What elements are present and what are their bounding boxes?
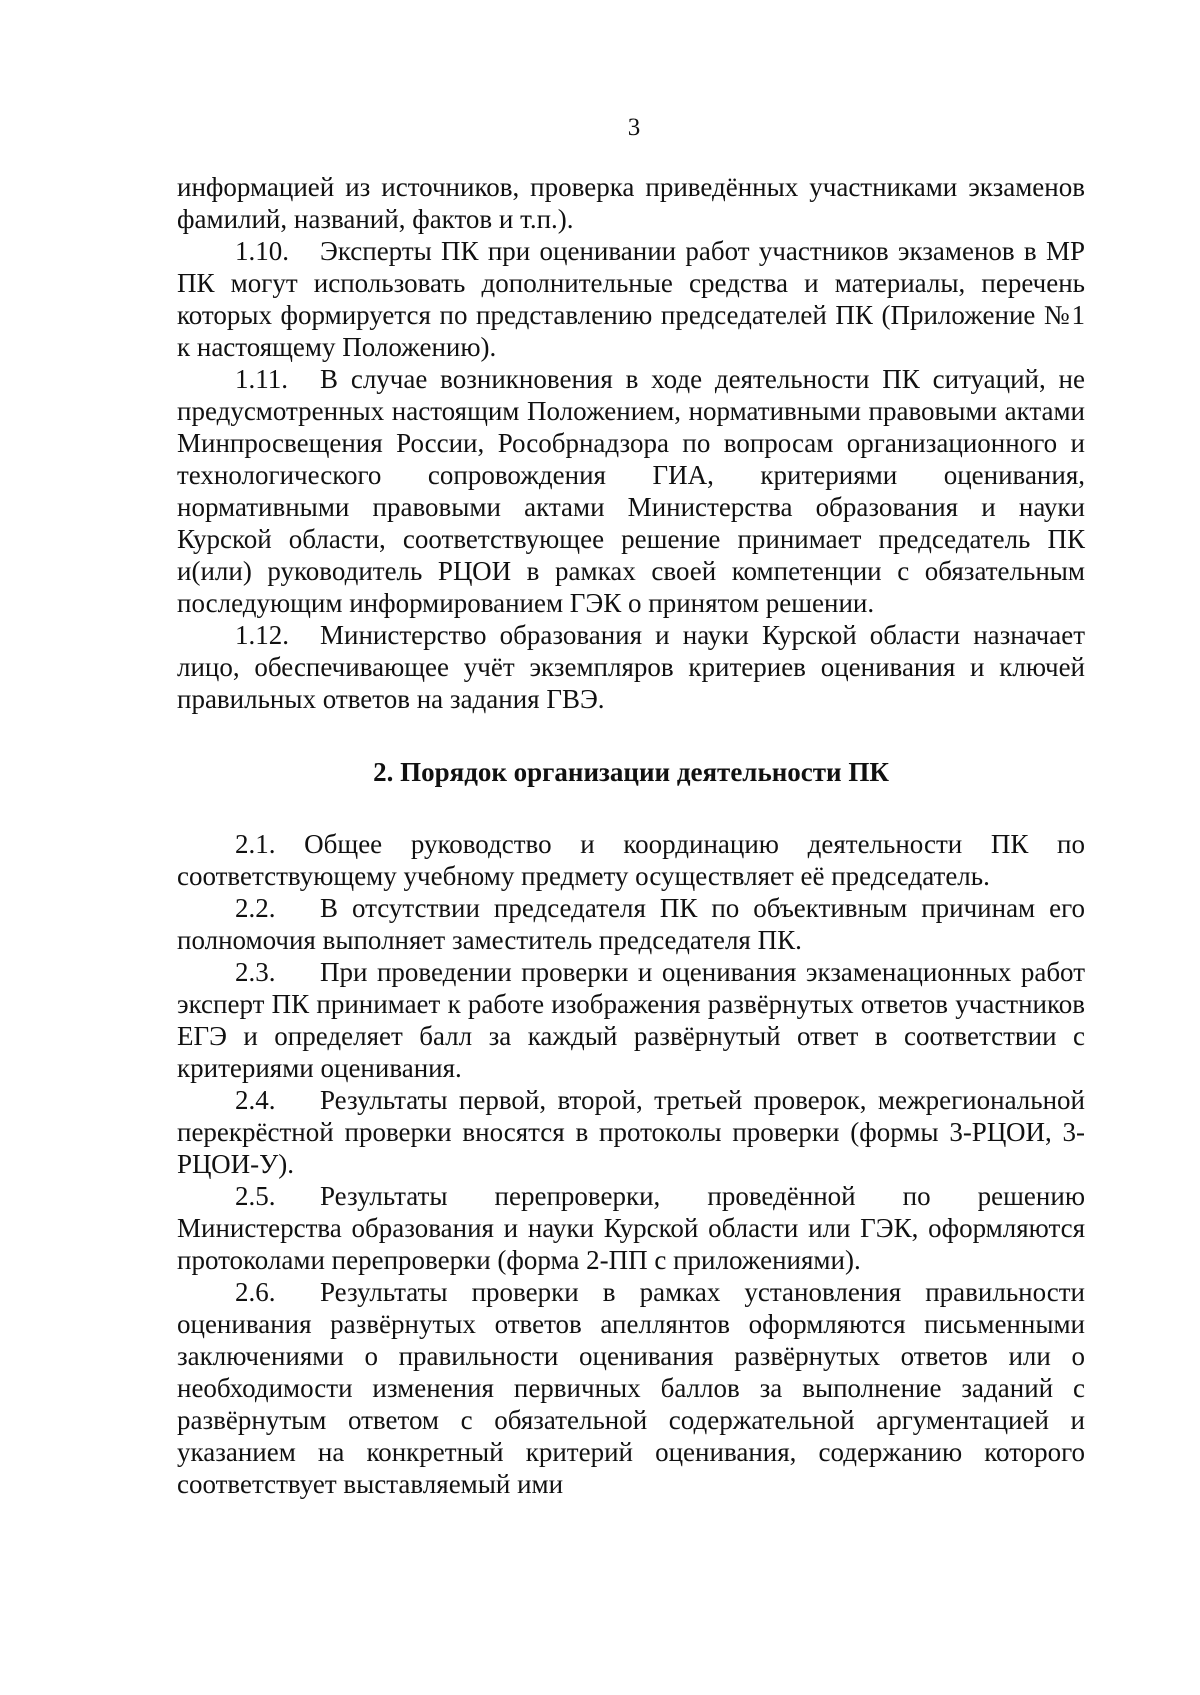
paragraph-number: 2.2. <box>235 893 276 923</box>
paragraph-number: 1.11. <box>235 364 288 394</box>
paragraph-text: информацией из источников, проверка приведённых участниками экзаменов фамилий, названий, фактов и т.п.). <box>177 172 1085 234</box>
paragraph-2-5 <box>177 1180 1085 1276</box>
paragraph-2-1 <box>177 828 1085 892</box>
paragraph-text: Министерство образования и науки Курской области назначает лицо, обеспечивающее учёт экземпляров критериев оценивания и ключей правильных ответов на задания ГВЭ. <box>177 620 1085 714</box>
paragraph-1-11 <box>177 363 1085 619</box>
paragraph-number: 2.4. <box>235 1085 276 1115</box>
paragraph-2-6 <box>177 1276 1085 1500</box>
section-heading: 2. Порядок организации деятельности ПК <box>373 757 889 787</box>
paragraph-text: При проведении проверки и оценивания экзаменационных работ эксперт ПК принимает к работе изображения развёрнутых ответов участников ЕГЭ и определяет балл за каждый развёрнутый ответ в соответствии с критериями оценивания. <box>177 957 1085 1083</box>
paragraph-number: 2.6. <box>235 1277 276 1307</box>
paragraph-number: 2.5. <box>235 1181 276 1211</box>
paragraph-1-12 <box>177 619 1085 715</box>
paragraph-number: 2.1. <box>235 829 276 859</box>
document-body <box>177 171 1085 1500</box>
paragraph-text: Эксперты ПК при оценивании работ участников экзаменов в МР ПК могут использовать дополнительные средства и материалы, перечень которых формируется по представлению председателей ПК (Приложение №1 к настоящему Положению). <box>177 236 1085 362</box>
paragraph-number: 2.3. <box>235 957 276 987</box>
paragraph-2-3 <box>177 956 1085 1084</box>
paragraph-number: 1.10. <box>235 236 289 266</box>
paragraph-continuation <box>177 171 1085 235</box>
paragraph-text: В отсутствии председателя ПК по объективным причинам его полномочия выполняет заместитель председателя ПК. <box>177 893 1085 955</box>
paragraph-number: 1.12. <box>235 620 289 650</box>
paragraph-text: Общее руководство и координацию деятельности ПК по соответствующему учебному предмету осуществляет её председатель. <box>177 829 1085 891</box>
paragraph-2-4 <box>177 1084 1085 1180</box>
paragraph-text: Результаты перепроверки, проведённой по решению Министерства образования и науки Курской области или ГЭК, оформляются протоколами перепроверки (форма 2-ПП с приложениями). <box>177 1181 1085 1275</box>
paragraph-text: В случае возникновения в ходе деятельности ПК ситуаций, не предусмотренных настоящим Положением, нормативными правовыми актами Минпросвещения России, Рособрнадзора по вопросам организационного и технологического сопровождения ГИА, критериями оценивания, нормативными правовыми актами Министерства образования и науки Курской области, соответствующее решение принимает председатель ПК и(или) руководитель РЦОИ в рамках своей компетенции с обязательным последующим информированием ГЭК о принятом решении. <box>177 364 1085 618</box>
paragraph-text: Результаты первой, второй, третьей проверок, межрегиональной перекрёстной проверки вносятся в протоколы проверки (формы 3-РЦОИ, 3-РЦОИ-У). <box>177 1085 1085 1179</box>
paragraph-text: Результаты проверки в рамках установления правильности оценивания развёрнутых ответов апеллянтов оформляются письменными заключениями о правильности оценивания развёрнутых ответов или о необходимости изменения первичных баллов за выполнение заданий с развёрнутым ответом с обязательной содержательной аргументацией и указанием на конкретный критерий оценивания, содержанию которого соответствует выставляемый ими <box>177 1277 1085 1499</box>
paragraph-2-2 <box>177 892 1085 956</box>
page-number: 3 <box>627 114 641 141</box>
paragraph-1-10 <box>177 235 1085 363</box>
